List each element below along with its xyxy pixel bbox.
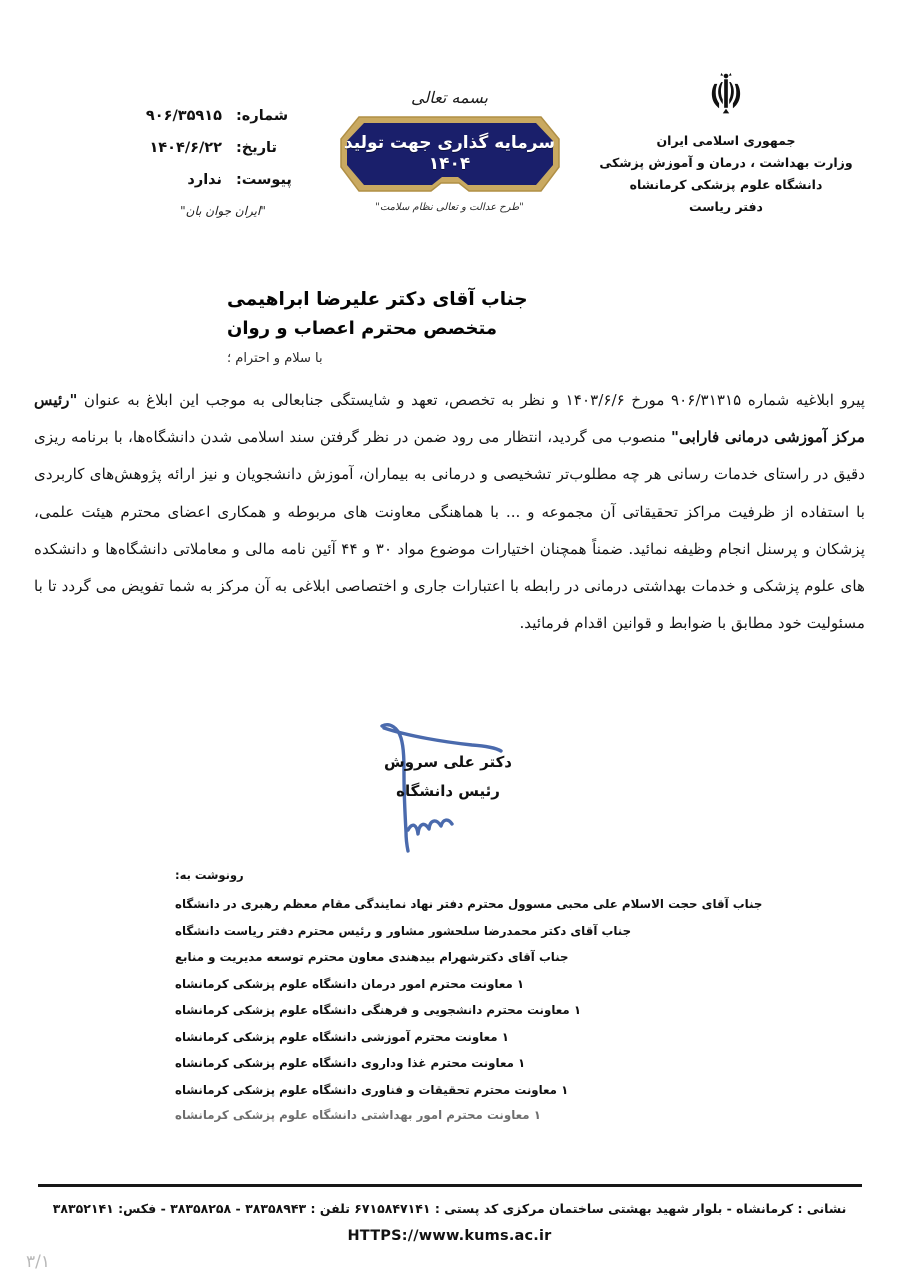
- signature-area: [0, 718, 899, 868]
- year-slogan-handwritten: "ایران جوان بان": [180, 204, 266, 218]
- badge-year: ۱۴۰۴: [428, 154, 471, 175]
- letter-paragraph: پیرو ابلاغیه شماره ۹۰۶/۳۱۳۱۵ مورخ ۱۴۰۳/۶/۶ و نظر به تخصص، تعهد و شایستگی جنابعالی به موجب این ابلاغ به عنوان "رئیس مرکز آموزشی درمانی فارابی" منصوب می گردید، انتظار می رود ضمن در نظر گرفتن سند اسلامی شدن دانشگاه‌ها، با برنامه ریزی دقیق در راستای خدمات رسانی هر چه مطلوب‌تر تشخیصی و درمانی به بیماران، آموزش دانشجویان و نیز ارائه پژوهش‌های کاربردی با استفاده از ظرفیت مراکز تحقیقاتی آن مجموعه و ... با هماهنگی معاونت های مربوطه و همکاری اعضای محترم هیئت علمی، پزشکان و پرسنل انجام وظیفه نمائید. ضمناً همچنان اختیارات موضوع مواد ۳۰ و ۴۴ آئین نامه مالی و معاملاتی دانشگاه‌ها و دانشکده های علوم پزشکی و خدمات بهداشتی درمانی در رابطه با اعتبارات جاری و اختصاصی ابلاغی به آن مرکز به شما تفویض می گردد تا با مسئولیت خود مطابق با ضوابط و قوانین اقدام فرمائید.: [34, 391, 866, 633]
- number-label: شماره:: [236, 108, 289, 124]
- page-footer: [0, 1184, 899, 1244]
- cc-title: رونوشت به:: [175, 868, 244, 882]
- cc-item: ۱ معاونت محترم تحقیقات و فناوری دانشگاه علوم پزشکی کرمانشاه: [175, 1082, 569, 1097]
- campaign-badge: [339, 115, 561, 193]
- addressee-role: متخصص محترم اعصاب و روان: [227, 317, 497, 339]
- letterhead: [0, 0, 899, 270]
- cc-item: جناب آقای حجت الاسلام علی محبی مسوول محترم دفتر نهاد نمایندگی مقام معظم رهبری در دانشگاه: [175, 897, 763, 911]
- badge-title: سرمایه گذاری جهت تولید: [343, 132, 556, 153]
- signature-block: [368, 718, 538, 858]
- document-meta-block: [108, 108, 298, 218]
- org-line-ministry: وزارت بهداشت ، درمان و آموزش پزشکی: [599, 154, 853, 170]
- date-value: ۱۴۰۴/۶/۲۲: [149, 140, 222, 156]
- page-number-marker: ۳/۱: [26, 1252, 50, 1272]
- signatory-name: دکتر علی سروش: [384, 753, 512, 771]
- attachment-value: ندارد: [187, 172, 222, 188]
- number-value: ۹۰۶/۳۵۹۱۵: [145, 108, 222, 124]
- letter-body: [34, 382, 865, 643]
- cc-item-clipped: ۱ معاونت محترم امور بهداشتی دانشگاه علوم پزشکی کرمانشاه: [175, 1108, 541, 1123]
- addressee-block: [227, 286, 867, 366]
- basmala-text: بسمه تعالی: [411, 88, 488, 107]
- date-label: تاریخ:: [236, 140, 277, 156]
- footer-address: نشانی : کرمانشاه - بلوار شهید بهشتی ساختمان مرکزی کد پستی : ۶۷۱۵۸۴۷۱۴۱ تلفن : ۳۸۳۵۸۹۴۳ - ۳۸۳۵۸۲۵۸ - فکس: ۳۸۳۵۲۱۴۱: [52, 1201, 847, 1216]
- footer-website-url[interactable]: HTTPS://www.kums.ac.ir: [347, 1228, 552, 1244]
- footer-divider: [38, 1184, 862, 1187]
- signatory-role: رئیس دانشگاه: [396, 781, 500, 800]
- attachment-label: پیوست:: [236, 172, 292, 188]
- badge-slogan: "طرح عدالت و تعالی نظام سلامت": [375, 202, 524, 213]
- greeting-line: با سلام و احترام ؛: [227, 350, 323, 366]
- cc-item: جناب آقای دکترشهرام بیدهندی معاون محترم توسعه مدیریت و منابع: [175, 950, 569, 965]
- iran-national-emblem-icon: [703, 70, 749, 118]
- badge-shape-icon: [339, 115, 561, 193]
- cc-item: ۱ معاونت محترم آموزشی دانشگاه علوم پزشکی کرمانشاه: [175, 1029, 509, 1044]
- carbon-copy-block: [175, 868, 865, 1123]
- cc-item: ۱ معاونت محترم دانشجویی و فرهنگی دانشگاه علوم پزشکی کرمانشاه: [175, 1003, 582, 1018]
- cc-item: ۱ معاونت محترم امور درمان دانشگاه علوم پزشکی کرمانشاه: [175, 976, 525, 991]
- addressee-name: جناب آقای دکتر علیرضا ابراهیمی: [227, 289, 528, 310]
- organization-block: [581, 70, 871, 218]
- cc-item: ۱ معاونت محترم غذا وداروی دانشگاه علوم پزشکی کرمانشاه: [175, 1056, 526, 1071]
- org-line-university: دانشگاه علوم پزشکی کرمانشاه: [629, 176, 823, 192]
- signature-text: [368, 748, 528, 805]
- org-line-country: جمهوری اسلامی ایران: [656, 133, 796, 148]
- campaign-badge-block: [320, 88, 580, 213]
- meta-row-date: [108, 140, 298, 156]
- meta-row-number: [108, 108, 298, 124]
- cc-item: جناب آقای دکتر محمدرضا سلحشور مشاور و رئیس محترم دفتر ریاست دانشگاه: [175, 923, 632, 938]
- org-line-office: دفتر ریاست: [689, 198, 763, 214]
- meta-row-attachment: [108, 172, 298, 188]
